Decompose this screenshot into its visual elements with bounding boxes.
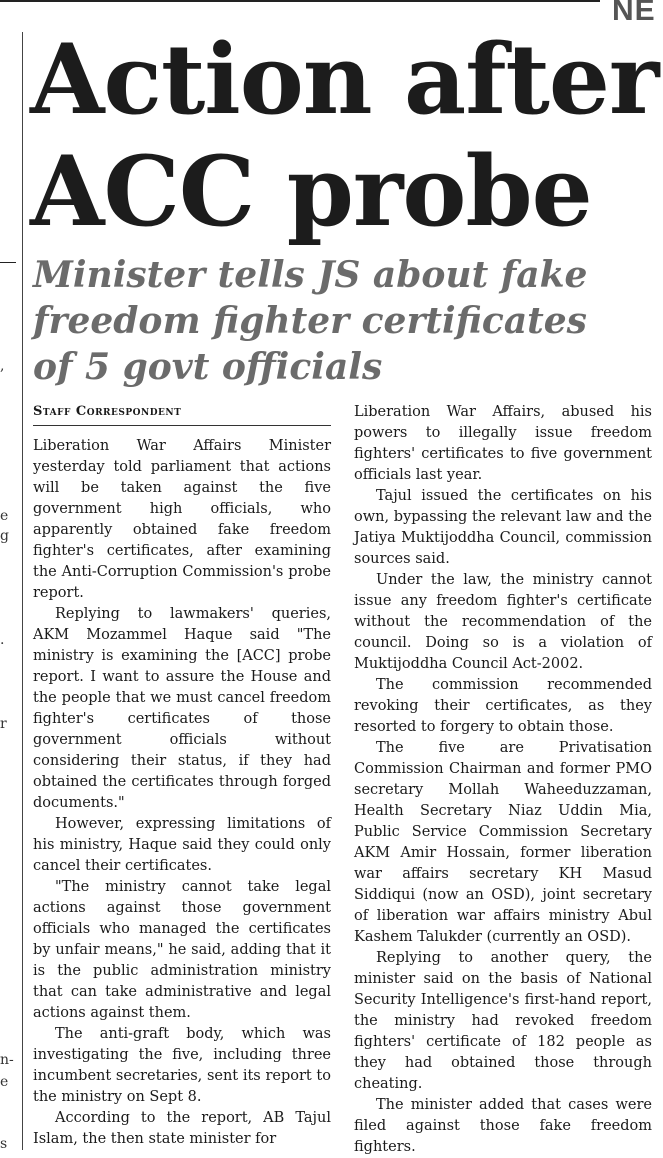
paragraph: The five are Privatisation Commission Chairman and former PMO secretary Mollah Waheeduzzaman, Health Secretary Niaz Uddin Mia, Public Service Commission Secretary AKM Amir Hossain, former liberation war affairs secretary KH Masud Siddiqui (now an OSD), joint secretary of liberation war affairs ministry Abul Kashem Talukder (currently an OSD).: [354, 740, 652, 945]
left-fragment: ,: [0, 358, 5, 374]
left-fragment: s: [0, 1136, 8, 1152]
paragraph: According to the report, AB Tajul Islam, the then state minister for: [33, 1110, 331, 1147]
left-fragment: e: [0, 508, 9, 524]
left-fragment: r: [0, 716, 7, 732]
left-adjacent-column: [0, 0, 18, 1150]
headline: Action after ACC probe: [30, 23, 659, 248]
paragraph: Replying to lawmakers' queries, AKM Mozammel Haque said "The ministry is examining the [ACC] probe report. I want to assure the House and the people that we must cancel freedom fighter's certificates of those government officials without considering their status, if they had obtained the certificates through forged documents.": [33, 606, 331, 811]
paragraph: However, expressing limitations of his ministry, Haque said they could only cancel their certificates.: [33, 816, 331, 874]
adjacent-headline-fragment: NE: [612, 0, 656, 27]
left-fragment: g: [0, 528, 9, 544]
paragraph: Liberation War Affairs, abused his powers to illegally issue freedom fighters' certificates to five government officials last year.: [354, 404, 652, 483]
paragraph: The commission recommended revoking their certificates, as they resorted to forgery to obtain those.: [354, 677, 652, 735]
paragraph: Replying to another query, the minister said on the basis of National Security Intelligence's first-hand report, the ministry had revoked freedom fighters' certificate of 182 people as they had obtained those through cheating.: [354, 950, 652, 1092]
paragraph: The minister added that cases were filed against those fake freedom fighters.: [354, 1097, 652, 1155]
left-column-rule: [0, 262, 16, 263]
paragraph: Liberation War Affairs Minister yesterday told parliament that actions will be taken against the five government high officials, who apparently obtained fake freedom fighter's certificates, after examining the Anti-Corruption Commission's probe report.: [33, 438, 331, 601]
byline: Staff Correspondent: [33, 404, 331, 426]
paragraph: Under the law, the ministry cannot issue any freedom fighter's certificate without the recommendation of the council. Doing so is a violation of Muktijoddha Council Act-2002.: [354, 572, 652, 672]
left-fragment: e: [0, 1074, 9, 1090]
left-fragment: .: [0, 632, 5, 648]
paragraph: "The ministry cannot take legal actions against those government officials who managed the certificates by unfair means," he said, adding that it is the public administration ministry that can take administrative and legal actions against them.: [33, 879, 331, 1021]
paragraph: The anti-graft body, which was investigating the five, including three incumbent secretaries, sent its report to the ministry on Sept 8.: [33, 1026, 331, 1105]
article-column-1: [33, 436, 331, 1150]
subheadline: Minister tells JS about fake freedom fighter certificates of 5 govt officials: [33, 254, 588, 388]
left-fragment: n-: [0, 1052, 14, 1068]
paragraph: Tajul issued the certificates on his own, bypassing the relevant law and the Jatiya Muktijoddha Council, commission sources said.: [354, 488, 652, 567]
column-divider: [22, 32, 23, 1150]
top-rule: [0, 0, 600, 2]
article-column-2: [354, 402, 652, 1158]
